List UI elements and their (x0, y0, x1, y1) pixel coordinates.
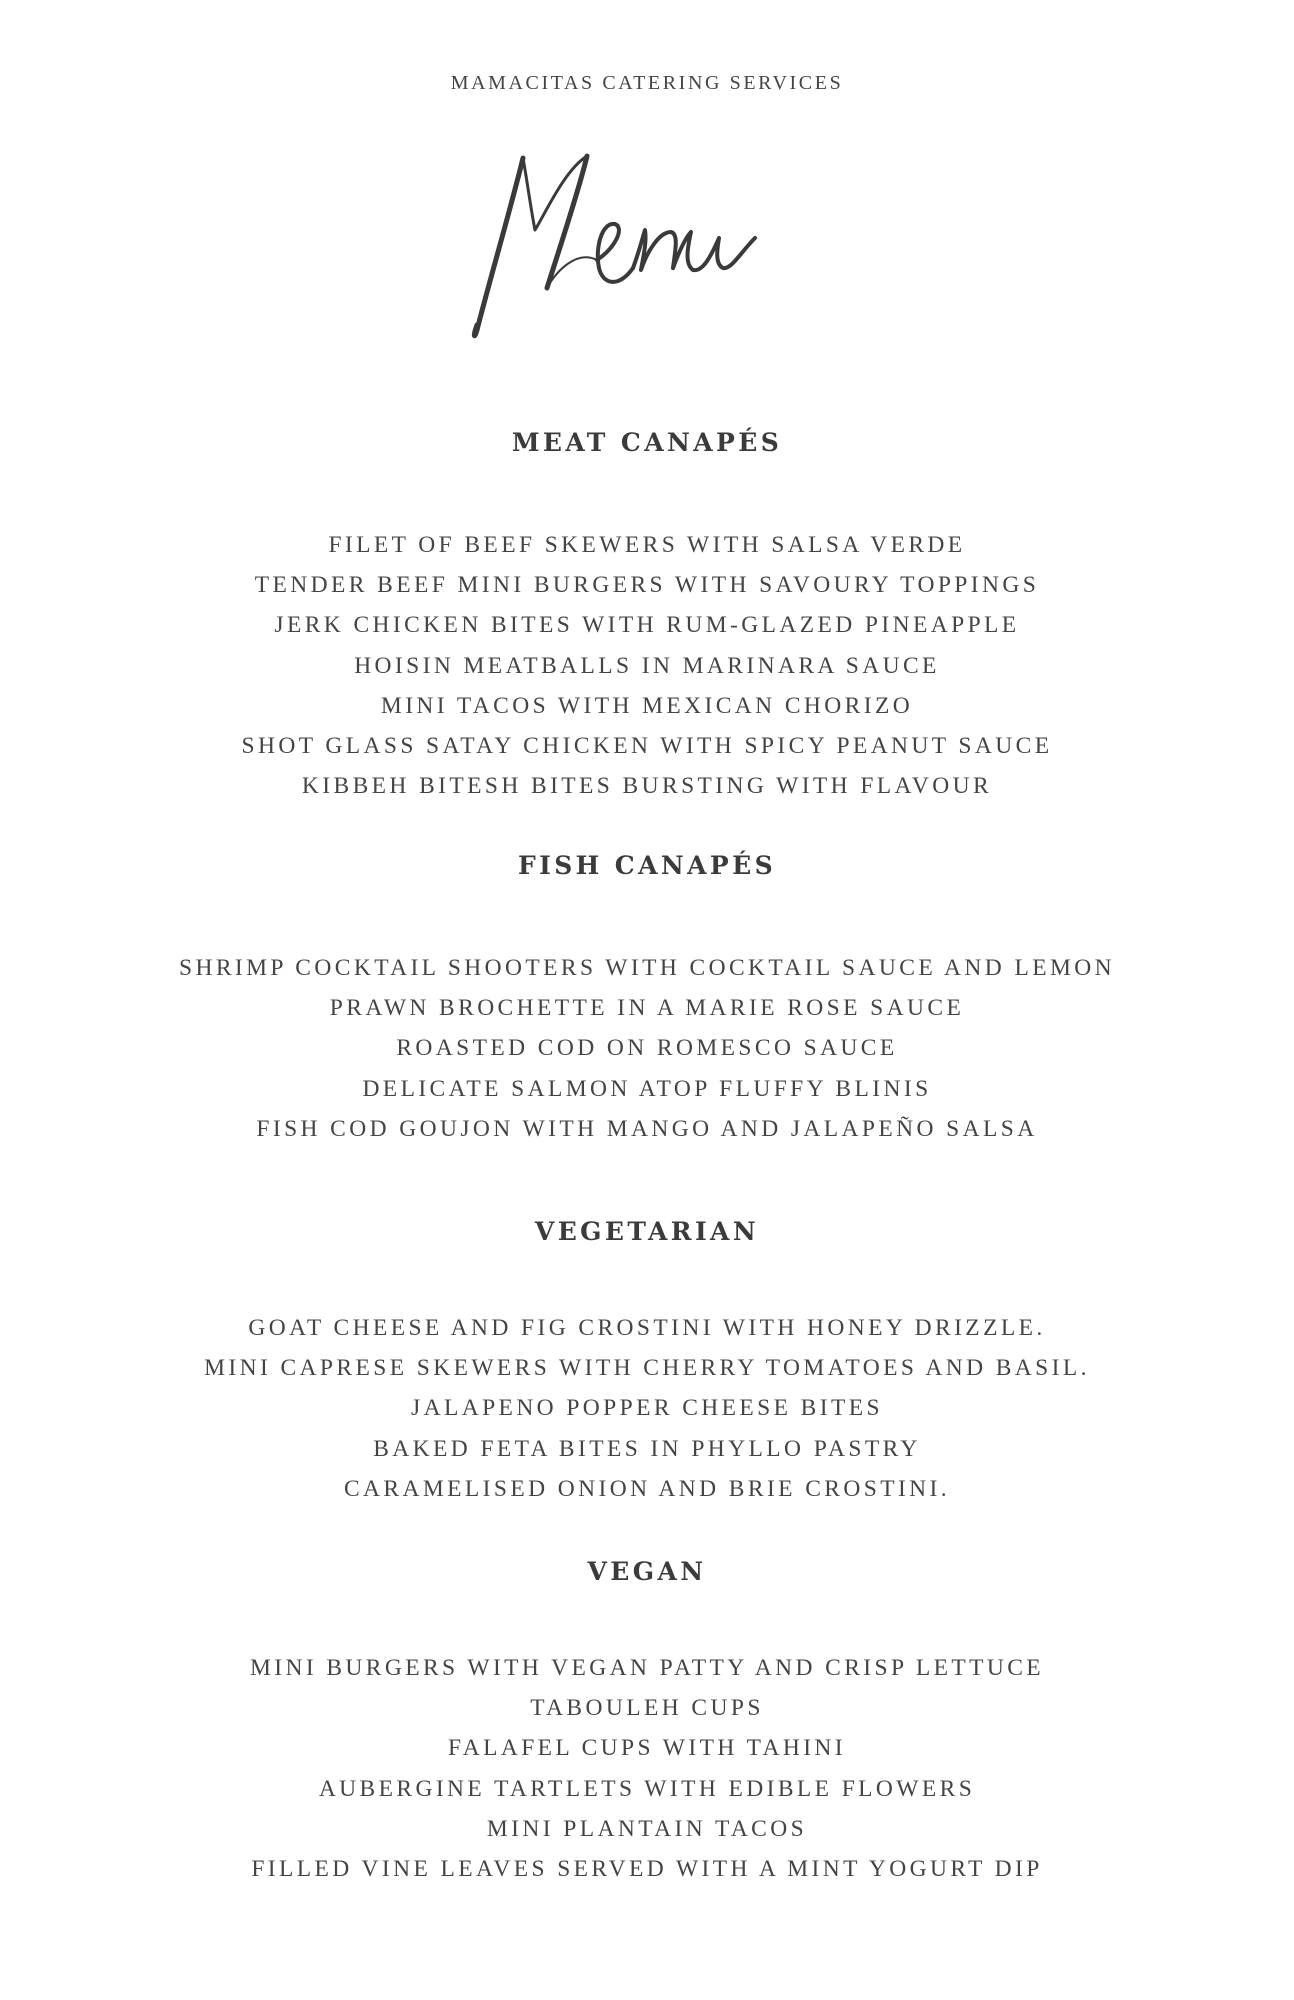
list-item: SHRIMP COCKTAIL SHOOTERS WITH COCKTAIL SAUCE AND LEMON (179, 955, 1115, 981)
section-heading-vegetarian: VEGETARIAN (534, 1217, 760, 1246)
list-item: GOAT CHEESE AND FIG CROSTINI WITH HONEY DRIZZLE. (248, 1315, 1046, 1341)
list-item: MINI PLANTAIN TACOS (486, 1815, 808, 1842)
list-item: TENDER BEEF MINI BURGERS WITH SAVOURY TOPPINGS (254, 572, 1040, 599)
list-item: HOISIN MEATBALLS IN MARINARA SAUCE (354, 652, 940, 679)
company-name: MAMACITAS CATERING SERVICES (450, 72, 844, 94)
vegetarian-items-list (0, 1308, 1294, 1509)
list-item: FILLED VINE LEAVES SERVED WITH A MINT YOGURT DIP (251, 1855, 1043, 1882)
section-heading-vegan: VEGAN (587, 1557, 707, 1586)
list-item: KIBBEH BITESH BITES BURSTING WITH FLAVOUR (301, 773, 993, 800)
fish-items-list (0, 948, 1294, 1149)
list-item: BAKED FETA BITES IN PHYLLO PASTRY (373, 1435, 921, 1462)
list-item: MINI TACOS WITH MEXICAN CHORIZO (380, 692, 914, 719)
list-item: TABOULEH CUPS (530, 1695, 764, 1722)
list-item: MINI BURGERS WITH VEGAN PATTY AND CRISP LETTUCE (249, 1655, 1045, 1681)
list-item: FALAFEL CUPS WITH TAHINI (447, 1735, 847, 1762)
list-item: JERK CHICKEN BITES WITH RUM-GLAZED PINEAPPLE (274, 612, 1020, 639)
section-heading-fish: FISH CANAPÉS (517, 851, 777, 880)
list-item: CARAMELISED ONION AND BRIE CROSTINI. (343, 1475, 951, 1502)
menu-script-title (447, 140, 847, 350)
list-item: MINI CAPRESE SKEWERS WITH CHERRY TOMATOES AND BASIL. (204, 1355, 1090, 1382)
list-item: AUBERGINE TARTLETS WITH EDIBLE FLOWERS (318, 1775, 976, 1802)
list-item: ROASTED COD ON ROMESCO SAUCE (396, 1035, 898, 1062)
meat-items-list (0, 525, 1294, 806)
list-item: DELICATE SALMON ATOP FLUFFY BLINIS (362, 1075, 932, 1102)
list-item: FILET OF BEEF SKEWERS WITH SALSA VERDE (328, 532, 966, 558)
list-item: PRAWN BROCHETTE IN A MARIE ROSE SAUCE (329, 995, 965, 1022)
list-item: FISH COD GOUJON WITH MANGO AND JALAPEÑO SALSA (256, 1115, 1038, 1142)
list-item: SHOT GLASS SATAY CHICKEN WITH SPICY PEANUT SAUCE (241, 732, 1053, 759)
vegan-items-list (0, 1648, 1294, 1889)
menu-title (447, 140, 847, 350)
list-item: JALAPENO POPPER CHEESE BITES (411, 1395, 883, 1422)
section-heading-meat: MEAT CANAPÉS (511, 428, 783, 457)
